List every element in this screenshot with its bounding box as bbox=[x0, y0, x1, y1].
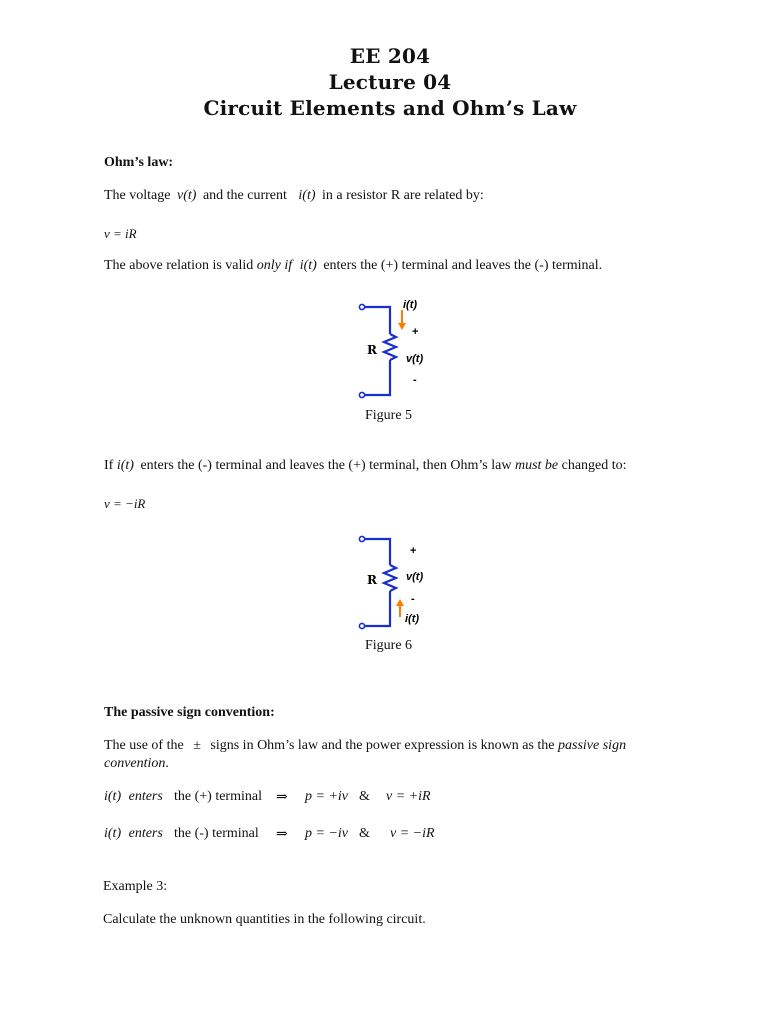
figure-5-caption: Figure 5 bbox=[365, 408, 413, 423]
reverse-sentence bbox=[104, 458, 627, 474]
validity-part-2: enters the (+) terminal and leaves the (-) terminal. bbox=[323, 258, 603, 273]
intro-part-1: The voltage bbox=[104, 188, 171, 203]
voltage-symbol: v(t) bbox=[176, 188, 197, 203]
fig5-plus-sign: + bbox=[412, 326, 419, 338]
fig5-resistor-label: R bbox=[367, 343, 377, 357]
intro-part-2: and the current bbox=[202, 188, 287, 203]
intro-part-3: in a resistor R are related by: bbox=[322, 188, 484, 203]
current-arrow-down bbox=[398, 310, 406, 330]
fig5-voltage-label: v(t) bbox=[406, 353, 424, 365]
current-symbol: i(t) bbox=[116, 458, 134, 473]
current-symbol: i(t) bbox=[299, 258, 317, 273]
passive-sign-sentence bbox=[104, 738, 626, 754]
current-arrow-up bbox=[396, 599, 404, 617]
reverse-part-0: If bbox=[104, 458, 114, 473]
figure-6-caption: Figure 6 bbox=[365, 638, 413, 653]
passive-sign-term: passive sign bbox=[558, 738, 627, 753]
fig5-minus-sign: - bbox=[413, 374, 417, 386]
section-heading-passive-sign: The passive sign convention: bbox=[104, 705, 275, 720]
figure-5-resistor-diagram bbox=[350, 292, 440, 404]
rule2-power: p = −iv bbox=[305, 826, 348, 841]
figure-6-resistor-diagram bbox=[350, 525, 440, 637]
fig6-voltage-label: v(t) bbox=[406, 571, 424, 583]
lecture-number: Lecture 04 bbox=[328, 70, 452, 94]
reverse-part-2: changed to: bbox=[561, 458, 627, 473]
passive-part-1: The use of the bbox=[104, 738, 184, 753]
rule2-ohm: v = −iR bbox=[390, 826, 435, 841]
rule1-enters: enters bbox=[128, 789, 163, 804]
fig5-current-label: i(t) bbox=[403, 299, 418, 311]
bottom-terminal bbox=[359, 623, 364, 628]
rule1-and: & bbox=[359, 789, 370, 804]
fig6-current-label: i(t) bbox=[405, 613, 420, 625]
lecture-topic: Circuit Elements and Ohm’s Law bbox=[203, 96, 577, 120]
intro-sentence bbox=[104, 188, 484, 204]
validity-sentence bbox=[104, 258, 602, 274]
rule2-enters: enters bbox=[128, 826, 163, 841]
rule2-and: & bbox=[359, 826, 370, 841]
ohms-law-equation: v = iR bbox=[104, 226, 137, 241]
convention-term: convention bbox=[104, 756, 166, 771]
bottom-terminal bbox=[359, 392, 364, 397]
rule1-power: p = +iv bbox=[305, 789, 348, 804]
passive-rule-positive bbox=[104, 789, 163, 805]
fig6-minus-sign: - bbox=[411, 593, 415, 605]
example-label: Example 3: bbox=[103, 879, 168, 894]
example-prompt: Calculate the unknown quantities in the following circuit. bbox=[103, 912, 426, 927]
fig6-plus-sign: + bbox=[410, 545, 417, 557]
reverse-part-1: enters the (-) terminal and leaves the (+) terminal, then Ohm’s law bbox=[140, 458, 512, 473]
passive-rule-negative bbox=[104, 826, 163, 842]
validity-part-1: The above relation is valid bbox=[104, 258, 254, 273]
rule1-terminal: the (+) terminal bbox=[174, 789, 262, 804]
rule2-implies-arrow: ⇒ bbox=[276, 827, 288, 842]
rule1-ohm: v = +iR bbox=[386, 789, 431, 804]
current-symbol: i(t) bbox=[298, 188, 316, 203]
fig6-resistor-label: R bbox=[367, 573, 377, 587]
top-terminal bbox=[359, 536, 364, 541]
rule1-current: i(t) bbox=[104, 789, 122, 804]
rule2-terminal: the (-) terminal bbox=[174, 826, 259, 841]
only-if-emphasis: only if bbox=[256, 258, 293, 273]
course-title: EE 204 bbox=[349, 44, 431, 68]
negative-ohms-law-equation: v = −iR bbox=[104, 496, 146, 511]
rule2-current: i(t) bbox=[104, 826, 122, 841]
rule1-implies-arrow: ⇒ bbox=[276, 790, 288, 805]
passive-part-2: signs in Ohm’s law and the power expression is known as the bbox=[210, 738, 555, 753]
top-terminal bbox=[359, 304, 364, 309]
must-be-emphasis: must be bbox=[514, 458, 559, 473]
passive-sign-sentence-end: convention. bbox=[104, 756, 169, 771]
section-heading-ohms-law: Ohm’s law: bbox=[104, 155, 174, 170]
plus-minus-symbol: ± bbox=[193, 738, 201, 753]
